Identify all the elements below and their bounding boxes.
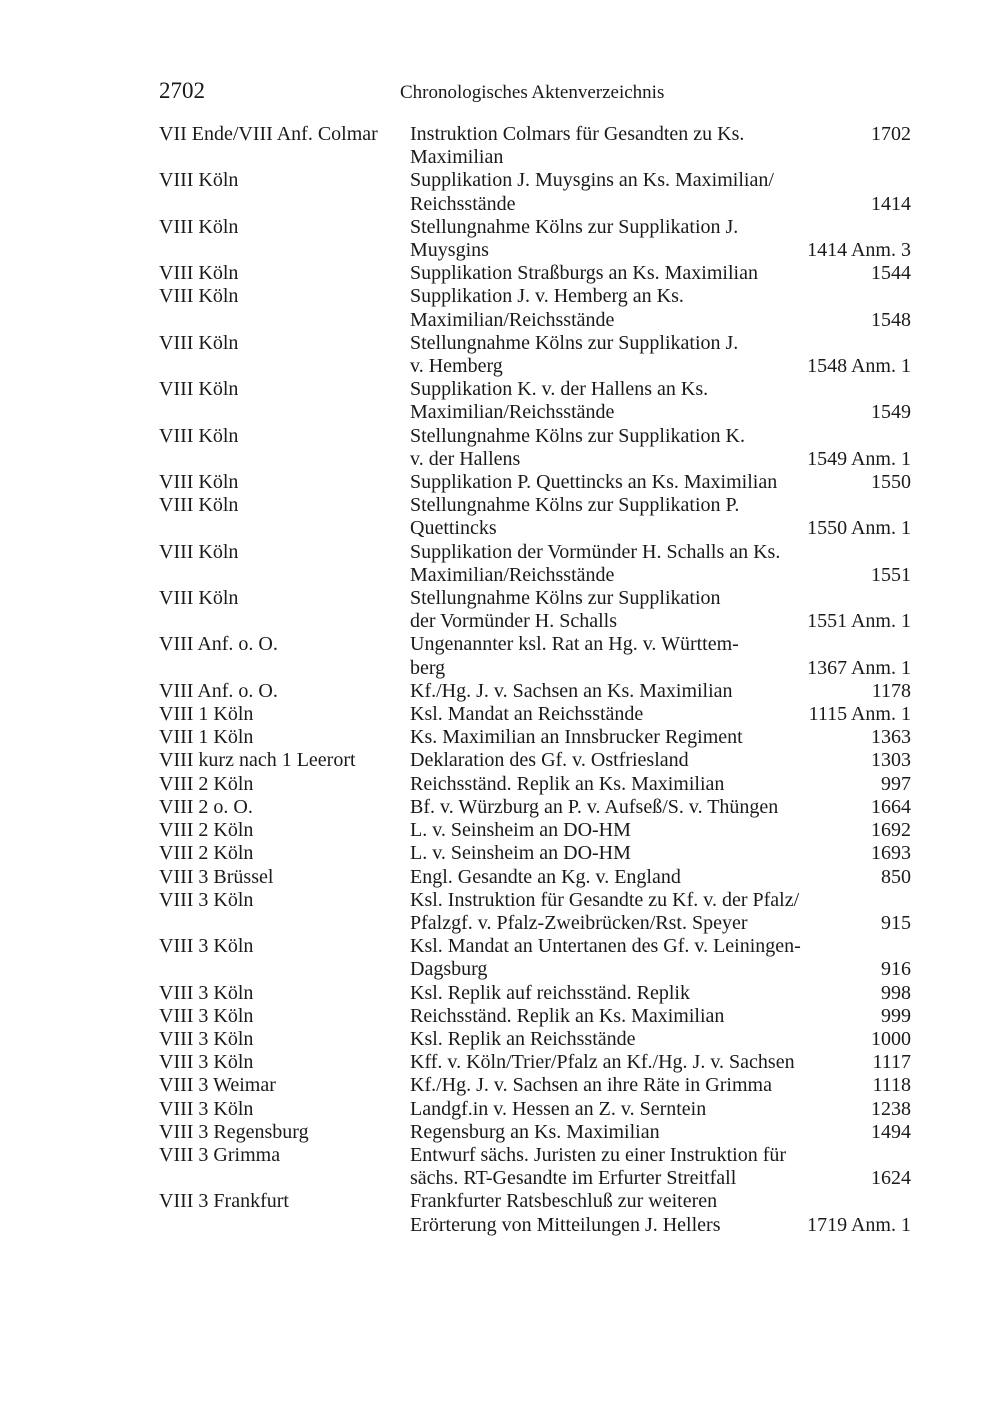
entry-description-text: Frankfurter Ratsbeschluß zur weiteren (410, 1190, 718, 1213)
entry-reference: 915 (881, 911, 911, 934)
entry-description (410, 471, 911, 494)
entry-description-text: Ksl. Mandat an Untertanen des Gf. v. Leiningen- (410, 935, 801, 958)
entry-description-line (410, 564, 911, 587)
entry-row (159, 216, 911, 262)
entry-date: VIII 3 Regensburg (159, 1120, 309, 1143)
entry-date: VIII 3 Köln (159, 1027, 254, 1050)
entry-row (159, 1190, 911, 1236)
entry-description-text: Bf. v. Würzburg an P. v. Aufseß/S. v. Thüngen (410, 795, 779, 818)
entry-row (159, 332, 911, 378)
entry-description-text: Supplikation J. v. Hemberg an Ks. (410, 285, 684, 308)
entry-date: VIII Anf. o. O. (159, 679, 278, 702)
entry-description-text: Maximilian/Reichsstände (410, 308, 615, 331)
entry-description-line (410, 1005, 911, 1028)
entry-description (410, 842, 911, 865)
entry-description-text: Supplikation K. v. der Hallens an Ks. (410, 378, 709, 401)
entry-description-text: Landgf.in v. Hessen an Z. v. Serntein (410, 1097, 707, 1120)
entry-reference: 1238 (871, 1097, 911, 1120)
entry-date: VIII 3 Köln (159, 1097, 254, 1120)
entry-description-line (410, 494, 911, 517)
entry-reference: 1693 (871, 842, 911, 865)
entry-reference: 1000 (871, 1027, 911, 1050)
entry-date: VIII 3 Grimma (159, 1143, 281, 1166)
entry-reference: 1692 (871, 819, 911, 842)
entry-description (410, 703, 911, 726)
entry-description-line (410, 285, 911, 308)
entry-description-text: Stellungnahme Kölns zur Supplikation J. (410, 331, 739, 354)
entry-description-text: Supplikation P. Quettincks an Ks. Maximilian (410, 471, 778, 494)
entry-description-text: Maximilian (410, 146, 504, 169)
entry-row (159, 1098, 911, 1121)
entry-description-text: Reichsständ. Replik an Ks. Maximilian (410, 1004, 725, 1027)
entry-reference: 1118 (872, 1074, 911, 1097)
entry-description-line (410, 680, 911, 703)
entry-reference: 1548 (871, 308, 911, 331)
page-number: 2702 (159, 78, 205, 103)
entry-description-text: L. v. Seinsheim an DO-HM (410, 819, 631, 842)
entry-date: VIII 3 Frankfurt (159, 1190, 289, 1213)
entry-description-text: Ks. Maximilian an Innsbrucker Regiment (410, 726, 743, 749)
entry-description-text: Stellungnahme Kölns zur Supplikation (410, 587, 721, 610)
entry-description-text: der Vormünder H. Schalls (410, 610, 618, 633)
entry-description-text: Stellungnahme Kölns zur Supplikation P. (410, 494, 740, 517)
entry-description-text: Ksl. Mandat an Reichsstände (410, 703, 644, 726)
entry-description (410, 889, 911, 935)
entry-description-line (410, 193, 911, 216)
entry-reference: 1549 Anm. 1 (807, 447, 911, 470)
entry-reference: 1624 (871, 1167, 911, 1190)
entry-description-line (410, 935, 911, 958)
entry-description-text: Ksl. Instruktion für Gesandte zu Kf. v. der Pfalz/ (410, 888, 800, 911)
entry-description-line (410, 703, 911, 726)
entry-description-line (410, 1121, 911, 1144)
entry-date: VIII 3 Brüssel (159, 865, 274, 888)
running-title: Chronologisches Aktenverzeichnis (400, 82, 665, 103)
entry-reference: 1303 (871, 749, 911, 772)
entry-row (159, 749, 911, 772)
entry-description-line (410, 1167, 911, 1190)
entry-description-text: Supplikation Straßburgs an Ks. Maximilian (410, 262, 758, 285)
entry-date: VIII Köln (159, 494, 239, 517)
entry-description-line (410, 425, 911, 448)
entry-row (159, 866, 911, 889)
entry-date: VIII 1 Köln (159, 726, 254, 749)
entry-reference: 1494 (871, 1120, 911, 1143)
entry-date: VIII 2 Köln (159, 819, 254, 842)
entry-reference: 997 (881, 772, 911, 795)
entry-description-text: Stellungnahme Kölns zur Supplikation J. (410, 215, 739, 238)
entry-description-text: Dagsburg (410, 958, 488, 981)
entry-date: VIII Köln (159, 285, 239, 308)
entry-reference: 1544 (871, 262, 911, 285)
entry-row (159, 494, 911, 540)
entry-row (159, 819, 911, 842)
entry-row (159, 1121, 911, 1144)
entry-description (410, 1005, 911, 1028)
entry-description-text: Instruktion Colmars für Gesandten zu Ks. (410, 123, 745, 145)
entry-description (410, 123, 911, 169)
entry-date: VIII Köln (159, 378, 239, 401)
entry-description-text: Kf./Hg. J. v. Sachsen an Ks. Maximilian (410, 679, 733, 702)
entry-description-text: L. v. Seinsheim an DO-HM (410, 842, 631, 865)
entry-description-text: Ksl. Replik auf reichsständ. Replik (410, 981, 690, 1004)
entry-description-text: Pfalzgf. v. Pfalz-Zweibrücken/Rst. Speyer (410, 911, 748, 934)
entry-description-line (410, 773, 911, 796)
entry-description (410, 1121, 911, 1144)
entry-row (159, 1005, 911, 1028)
entry-description (410, 541, 911, 587)
entry-description-line (410, 332, 911, 355)
entry-description-line (410, 610, 911, 633)
entry-description-line (410, 726, 911, 749)
entry-description (410, 1190, 911, 1236)
entry-row (159, 1074, 911, 1097)
entry-description-line (410, 123, 911, 146)
entry-date: VIII 2 o. O. (159, 795, 253, 818)
entry-description (410, 587, 911, 633)
entry-description-line (410, 1098, 911, 1121)
entry-description-text: Kf./Hg. J. v. Sachsen an ihre Räte in Grimma (410, 1074, 772, 1097)
entry-reference: 999 (881, 1004, 911, 1027)
entry-description-line (410, 216, 911, 239)
entry-row (159, 633, 911, 679)
entry-description-line (410, 796, 911, 819)
entry-description-line (410, 1051, 911, 1074)
entry-description-line (410, 958, 911, 981)
entry-description (410, 378, 911, 424)
entry-description-text: Ungenannter ksl. Rat an Hg. v. Württem- (410, 633, 739, 656)
entry-date: VIII Anf. o. O. (159, 633, 278, 656)
entry-row (159, 541, 911, 587)
entry-description (410, 262, 911, 285)
entry-reference: 1664 (871, 795, 911, 818)
entry-description (410, 749, 911, 772)
entry-row (159, 726, 911, 749)
entry-row (159, 425, 911, 471)
entry-date: VIII Köln (159, 169, 239, 192)
entry-reference: 1719 Anm. 1 (807, 1213, 911, 1236)
entry-row (159, 796, 911, 819)
entry-date: VIII 3 Köln (159, 1051, 254, 1074)
entry-description-text: Ksl. Replik an Reichsstände (410, 1027, 636, 1050)
entry-row (159, 680, 911, 703)
entry-description-line (410, 517, 911, 540)
entry-description-text: Maximilian/Reichsstände (410, 563, 615, 586)
entry-reference: 1367 Anm. 1 (807, 656, 911, 679)
entry-row (159, 169, 911, 215)
entry-date: VIII 2 Köln (159, 842, 254, 865)
entry-description-line (410, 1214, 911, 1237)
entry-description-line (410, 587, 911, 610)
entry-description-line (410, 819, 911, 842)
entry-description-line (410, 355, 911, 378)
entry-row (159, 935, 911, 981)
entry-reference: 1550 (871, 471, 911, 494)
entry-reference: 1414 Anm. 3 (807, 239, 911, 262)
entry-description-line (410, 262, 911, 285)
entry-row (159, 889, 911, 935)
entry-row (159, 1028, 911, 1051)
entry-reference: 1551 Anm. 1 (807, 610, 911, 633)
entry-description (410, 1144, 911, 1190)
entry-description (410, 796, 911, 819)
entry-row (159, 471, 911, 494)
entry-description (410, 285, 911, 331)
entry-description-line (410, 1144, 911, 1167)
entry-description-line (410, 982, 911, 1005)
entry-date: VIII Köln (159, 331, 239, 354)
entry-reference: 850 (881, 865, 911, 888)
entry-date: VIII Köln (159, 215, 239, 238)
entry-description-line (410, 1074, 911, 1097)
entry-row (159, 1144, 911, 1190)
entry-date: VIII 1 Köln (159, 703, 254, 726)
entry-description-text: sächs. RT-Gesandte im Erfurter Streitfall (410, 1167, 737, 1190)
entry-description (410, 680, 911, 703)
entry-description-text: Maximilian/Reichsstände (410, 401, 615, 424)
entry-description-text: Reichsständ. Replik an Ks. Maximilian (410, 772, 725, 795)
entry-date: VIII Köln (159, 540, 239, 563)
entry-description-line (410, 169, 911, 192)
entry-description (410, 332, 911, 378)
entry-date: VIII 3 Köln (159, 888, 254, 911)
entry-description-line (410, 866, 911, 889)
entry-description (410, 1074, 911, 1097)
entry-description (410, 726, 911, 749)
entry-date: VIII Köln (159, 587, 239, 610)
entry-description-text: Stellungnahme Kölns zur Supplikation K. (410, 424, 745, 447)
entry-date: VIII Köln (159, 262, 239, 285)
entry-reference: 1178 (871, 679, 911, 702)
entry-description-line (410, 309, 911, 332)
entry-reference: 1551 (871, 563, 911, 586)
entry-row (159, 703, 911, 726)
entry-description-text: Deklaration des Gf. v. Ostfriesland (410, 749, 689, 772)
entry-description-text: Erörterung von Mitteilungen J. Hellers (410, 1213, 721, 1236)
entry-row (159, 378, 911, 424)
entry-description (410, 819, 911, 842)
entry-date: VIII 3 Köln (159, 981, 254, 1004)
entry-description-line (410, 146, 911, 169)
entry-reference: 998 (881, 981, 911, 1004)
entry-description (410, 1051, 911, 1074)
entry-description-text: Muysgins (410, 239, 489, 262)
entry-description-line (410, 1190, 911, 1213)
entry-row (159, 1051, 911, 1074)
entry-description (410, 425, 911, 471)
entry-description-text: Quettincks (410, 517, 497, 540)
entry-reference: 1363 (871, 726, 911, 749)
entry-description-line (410, 749, 911, 772)
entry-reference: 1117 (872, 1051, 911, 1074)
entry-row (159, 982, 911, 1005)
entry-row (159, 285, 911, 331)
entry-description (410, 216, 911, 262)
entry-description (410, 982, 911, 1005)
entry-list (159, 123, 911, 1237)
entry-reference: 1115 Anm. 1 (808, 703, 911, 726)
entry-description (410, 1028, 911, 1051)
entry-date: VIII 3 Köln (159, 1004, 254, 1027)
entry-description-text: Supplikation J. Muysgins an Ks. Maximilian/ (410, 169, 774, 192)
entry-date: VII Ende/VIII Anf. Colmar (159, 123, 378, 145)
entry-date: VIII 2 Köln (159, 772, 254, 795)
entry-row (159, 842, 911, 865)
entry-date: VIII 3 Weimar (159, 1074, 276, 1097)
entry-reference: 1549 (871, 401, 911, 424)
entry-description (410, 633, 911, 679)
entry-description-line (410, 471, 911, 494)
entry-description-text: Reichsstände (410, 192, 516, 215)
entry-reference: 916 (881, 958, 911, 981)
entry-description-line (410, 842, 911, 865)
entry-description-line (410, 401, 911, 424)
entry-description-text: v. der Hallens (410, 447, 521, 470)
entry-date: VIII Köln (159, 424, 239, 447)
entry-description-line (410, 912, 911, 935)
entry-description-text: Engl. Gesandte an Kg. v. England (410, 865, 681, 888)
entry-description-text: Supplikation der Vormünder H. Schalls an Ks. (410, 540, 781, 563)
entry-row (159, 587, 911, 633)
entry-description-text: Entwurf sächs. Juristen zu einer Instruktion für (410, 1143, 787, 1166)
entry-description-text: Kff. v. Köln/Trier/Pfalz an Kf./Hg. J. v. Sachsen (410, 1051, 795, 1074)
entry-description (410, 494, 911, 540)
entry-date: VIII Köln (159, 471, 239, 494)
entry-description (410, 169, 911, 215)
entry-description-line (410, 448, 911, 471)
entry-date: VIII 3 Köln (159, 935, 254, 958)
entry-reference: 1550 Anm. 1 (807, 517, 911, 540)
entry-description-line (410, 378, 911, 401)
entry-description-text: berg (410, 656, 446, 679)
entry-row (159, 123, 911, 169)
entry-description-line (410, 633, 911, 656)
entry-description-line (410, 1028, 911, 1051)
entry-description (410, 1098, 911, 1121)
entry-reference: 1548 Anm. 1 (807, 355, 911, 378)
entry-description-line (410, 239, 911, 262)
entry-reference: 1414 (871, 192, 911, 215)
entry-row (159, 773, 911, 796)
entry-description (410, 866, 911, 889)
entry-description (410, 773, 911, 796)
entry-row (159, 262, 911, 285)
entry-reference: 1702 (871, 123, 911, 145)
entry-description-text: Regensburg an Ks. Maximilian (410, 1120, 660, 1143)
entry-description-line (410, 889, 911, 912)
entry-description-line (410, 541, 911, 564)
entry-date: VIII kurz nach 1 Leerort (159, 749, 356, 772)
entry-description-text: v. Hemberg (410, 355, 503, 378)
entry-description (410, 935, 911, 981)
entry-description-line (410, 657, 911, 680)
